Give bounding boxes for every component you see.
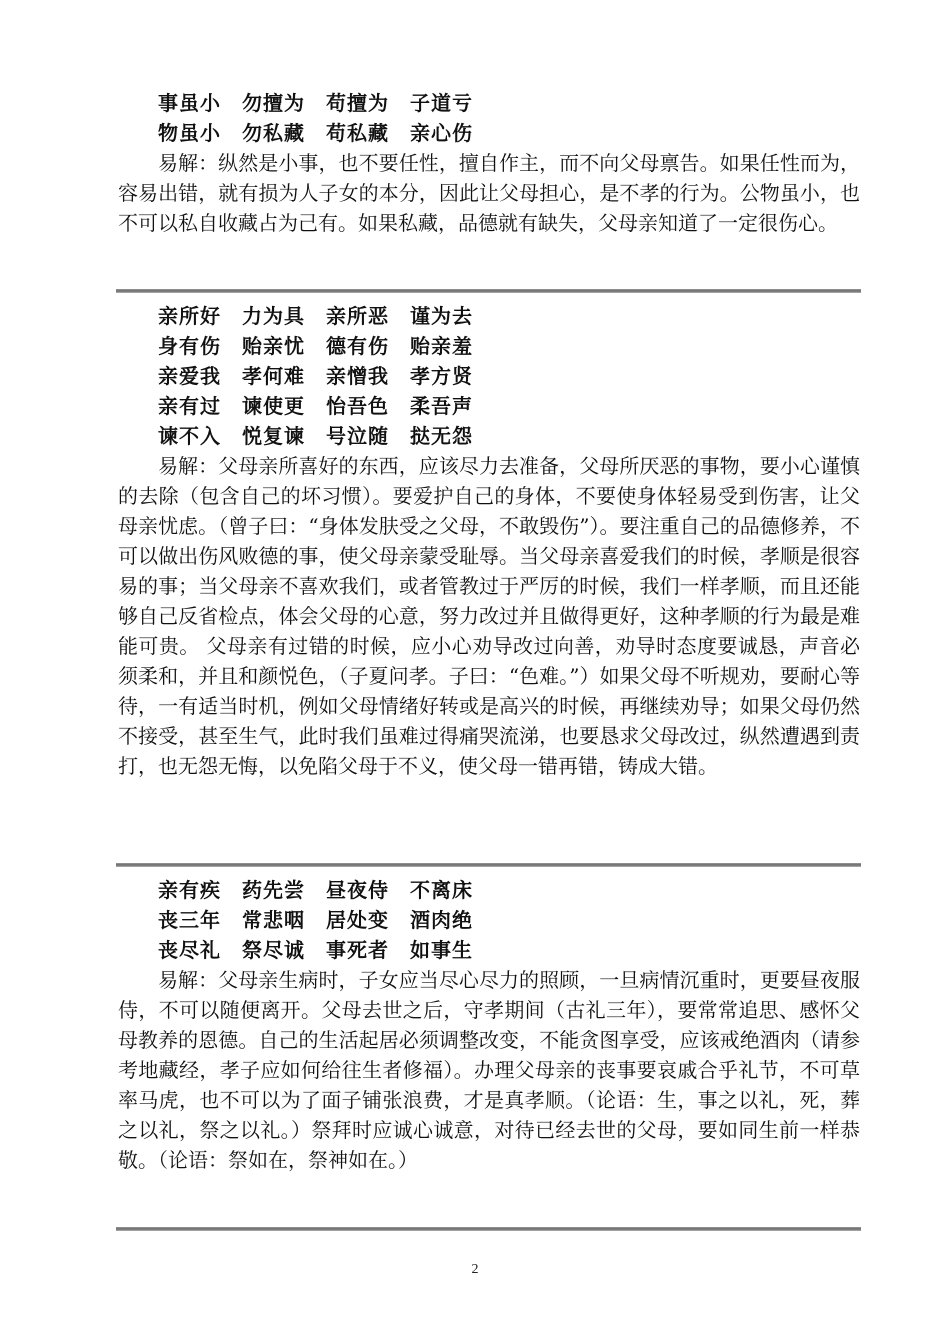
verse-line: 丧三年 常悲咽 居处变 酒肉绝 bbox=[158, 908, 473, 932]
verse-line: 亲所好 力为具 亲所恶 谨为去 bbox=[158, 304, 473, 328]
verse-line: 物虽小 勿私藏 苟私藏 亲心伤 bbox=[158, 121, 473, 145]
explanation-paragraph: 易解：父母亲生病时，子女应当尽心尽力的照顾，一旦病情沉重时，更要昼夜服侍，不可以随便离开。父母去世之后，守孝期间（古礼三年），要常常追思、感怀父母教养的恩德。自己的生活起居必须调整改变，不能贪图享受，应该戒绝酒肉（请参考地藏经，孝子应如何给往生者修福）。办理父母亲的丧事要哀戚合乎礼节，不可草率马虎，也不可以为了面子铺张浪费，才是真孝顺。（论语：生，事之以礼，死，葬之以礼，祭之以礼。）祭拜时应诚心诚意，对待已经去世的父母，要如同生前一样恭敬。（论语：祭如在，祭神如在。） bbox=[118, 968, 860, 1172]
section-1 bbox=[118, 88, 860, 238]
verse-line: 亲有疾 药先尝 昼夜侍 不离床 bbox=[158, 878, 473, 902]
section-divider bbox=[116, 289, 861, 293]
section-3 bbox=[118, 875, 860, 1175]
explanation-paragraph: 易解：纵然是小事，也不要任性，擅自作主，而不向父母禀告。如果任性而为，容易出错，就有损为人子女的本分，因此让父母担心，是不孝的行为。公物虽小，也不可以私自收藏占为己有。如果私藏，品德就有缺失，父母亲知道了一定很伤心。 bbox=[118, 151, 860, 235]
section-divider bbox=[116, 863, 861, 867]
section-divider bbox=[116, 1227, 861, 1231]
page-number: 2 bbox=[471, 1262, 479, 1277]
verse-line: 丧尽礼 祭尽诚 事死者 如事生 bbox=[158, 938, 473, 962]
verse-line: 亲有过 谏使更 怡吾色 柔吾声 bbox=[158, 394, 473, 418]
explanation-paragraph: 易解：父母亲所喜好的东西，应该尽力去准备，父母所厌恶的事物，要小心谨慎的去除（包含自己的坏习惯）。要爱护自己的身体，不要使身体轻易受到伤害，让父母亲忧虑。（曾子曰：“身体发肤受之父母，不敢毁伤”）。要注重自己的品德修养，不可以做出伤风败德的事，使父母亲蒙受耻辱。当父母亲喜爱我们的时候，孝顺是很容易的事；当父母亲不喜欢我们，或者管教过于严厉的时候，我们一样孝顺，而且还能够自己反省检点，体会父母的心意，努力改过并且做得更好，这种孝顺的行为最是难能可贵。 父母亲有过错的时候，应小心劝导改过向善，劝导时态度要诚恳，声音必须柔和，并且和颜悦色，（子夏问孝。子曰：“色难。”）如果父母不听规劝，要耐心等待，一有适当时机，例如父母情绪好转或是高兴的时候，再继续劝导；如果父母仍然不接受，甚至生气，此时我们虽难过得痛哭流涕，也要恳求父母改过，纵然遭遇到责打，也无怨无悔，以免陷父母于不义，使父母一错再错，铸成大错。 bbox=[118, 454, 860, 778]
section-2 bbox=[118, 301, 860, 781]
verse-line: 谏不入 悦复谏 号泣随 挞无怨 bbox=[158, 424, 473, 448]
verse-line: 亲爱我 孝何难 亲憎我 孝方贤 bbox=[158, 364, 473, 388]
verse-line: 身有伤 贻亲忧 德有伤 贻亲羞 bbox=[158, 334, 473, 358]
verse-line: 事虽小 勿擅为 苟擅为 子道亏 bbox=[158, 91, 473, 115]
